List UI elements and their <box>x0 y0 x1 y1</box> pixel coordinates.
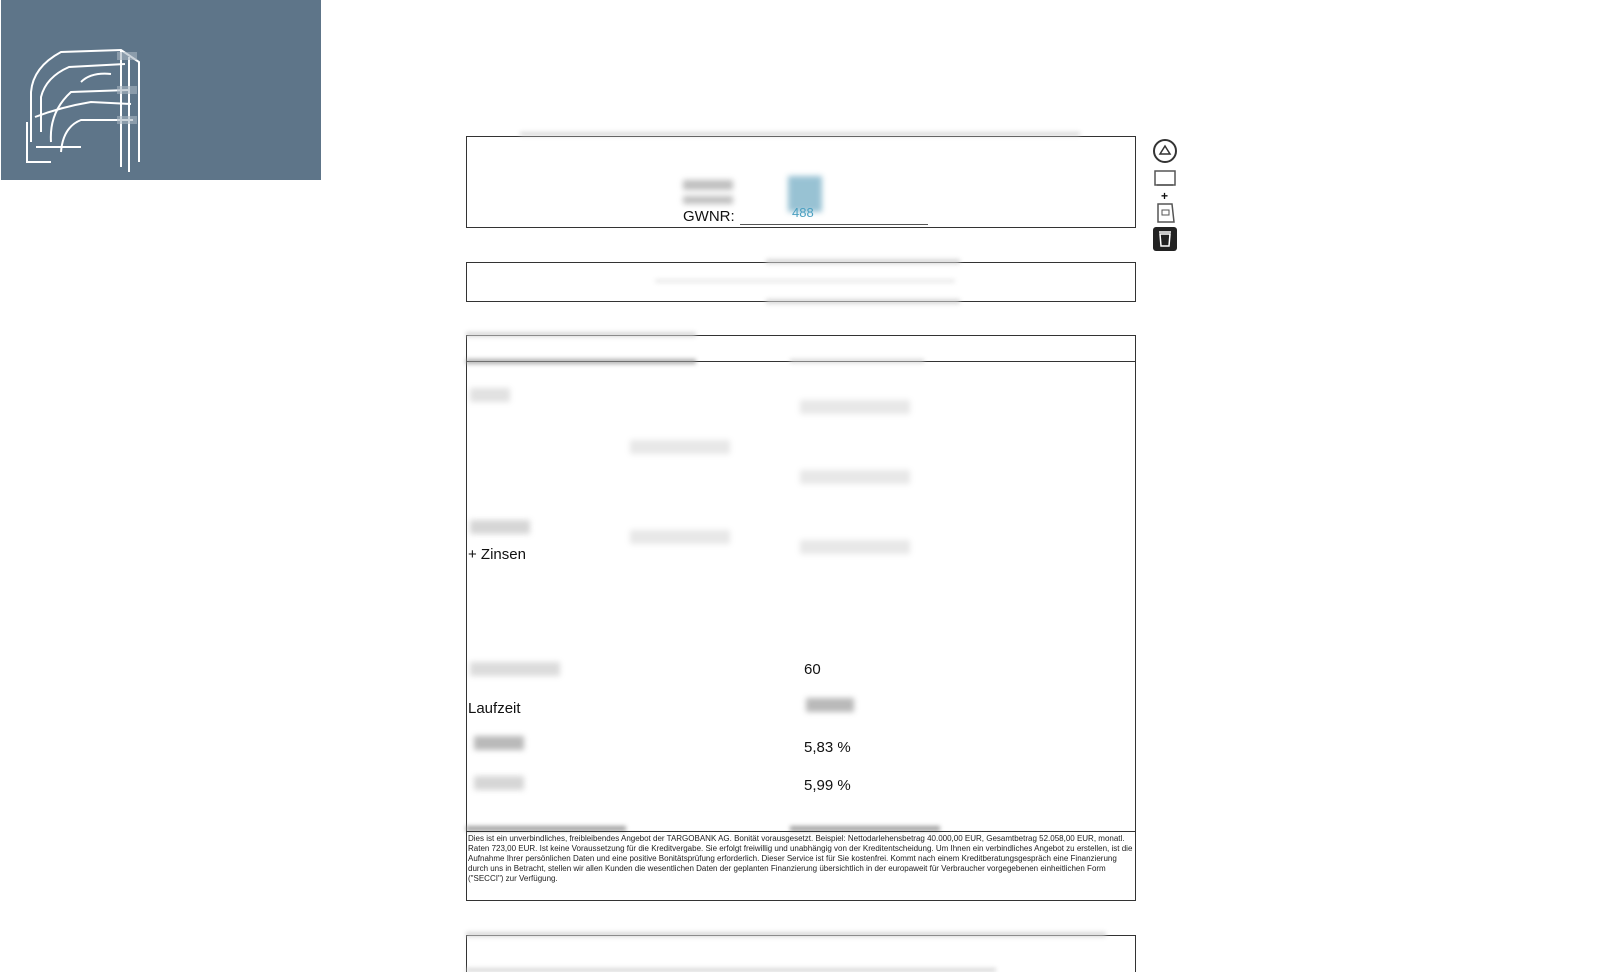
header-top-blur <box>520 132 1080 136</box>
row-value-sollzins: 5,83 % <box>804 739 851 756</box>
fineprint-text: Dies ist ein unverbindliches, freibleibendes Angebot der TARGOBANK AG. Bonität vorausgesetzt. Beispiel: Nettodarlehensbetrag 40.000,00 EUR, Gesamtbetrag 52.058,00 EUR, monatl. Raten 723,00 EUR. Ist keine Voraussetzung für die Kreditvergabe. Sie erfolgt freiwillig und unabhängig von der Kreditentscheidung. Um Ihnen ein verbindliches Angebot zu erstellen, ist die Aufnahme Ihrer persönlichen Daten und eine positive Bonitätsprüfung erforderlich. Dieser Service ist für Sie kostenfrei. Kommt nach einem Kreditberatungsgespräch eine Finanzierung durch uns in Betracht, stellen wir allen Kunden die wesentlichen Daten der geplanten Finanzierung übersichtlich in der europaweit für Verbraucher vorgegebenen einheitlichen Form ("SECCI") zur Verfügung. <box>466 831 1136 901</box>
financing-table <box>466 335 1136 901</box>
plus-icon: + <box>1161 189 1169 203</box>
band-blur-mid <box>655 279 955 283</box>
row-label-laufzeit: Laufzeit <box>468 700 521 717</box>
row-value-effektivzins: 5,99 % <box>804 777 851 794</box>
row-label-zinsen: + Zinsen <box>468 546 526 563</box>
recycle-icon <box>1152 138 1178 164</box>
row-blur <box>630 440 730 454</box>
header-blur-label <box>683 180 733 190</box>
row-blur <box>474 776 524 790</box>
trash-icon <box>1152 226 1178 252</box>
gwnr-underline <box>740 224 928 225</box>
car-drawing-icon <box>21 22 151 172</box>
row-blur <box>800 540 910 554</box>
row-blur <box>806 698 854 712</box>
table-header-blur-left <box>466 359 696 364</box>
header-blur-label-2 <box>683 196 733 204</box>
row-value-months: 60 <box>804 661 821 678</box>
row-blur <box>470 520 530 534</box>
row-blur <box>800 400 910 414</box>
table-title-blur <box>466 332 696 337</box>
gwnr-value: 488 <box>792 205 814 220</box>
gwnr-label: GWNR: <box>683 208 735 225</box>
signature-box <box>466 935 1136 972</box>
row-blur <box>474 736 524 750</box>
side-icon-strip <box>1152 138 1182 252</box>
bottom-blur-top <box>466 932 1106 937</box>
row-blur <box>470 388 510 402</box>
row-blur <box>800 470 910 484</box>
row-blur <box>630 530 730 544</box>
band-blur-top <box>766 259 960 264</box>
bottom-blur-bottom <box>466 968 996 972</box>
document-icon <box>1152 202 1178 224</box>
paper-stack-icon <box>1152 168 1178 190</box>
band-blur-bottom <box>766 299 960 304</box>
table-header-blur-right <box>790 359 924 363</box>
logo <box>1 0 321 180</box>
row-blur <box>470 662 560 676</box>
